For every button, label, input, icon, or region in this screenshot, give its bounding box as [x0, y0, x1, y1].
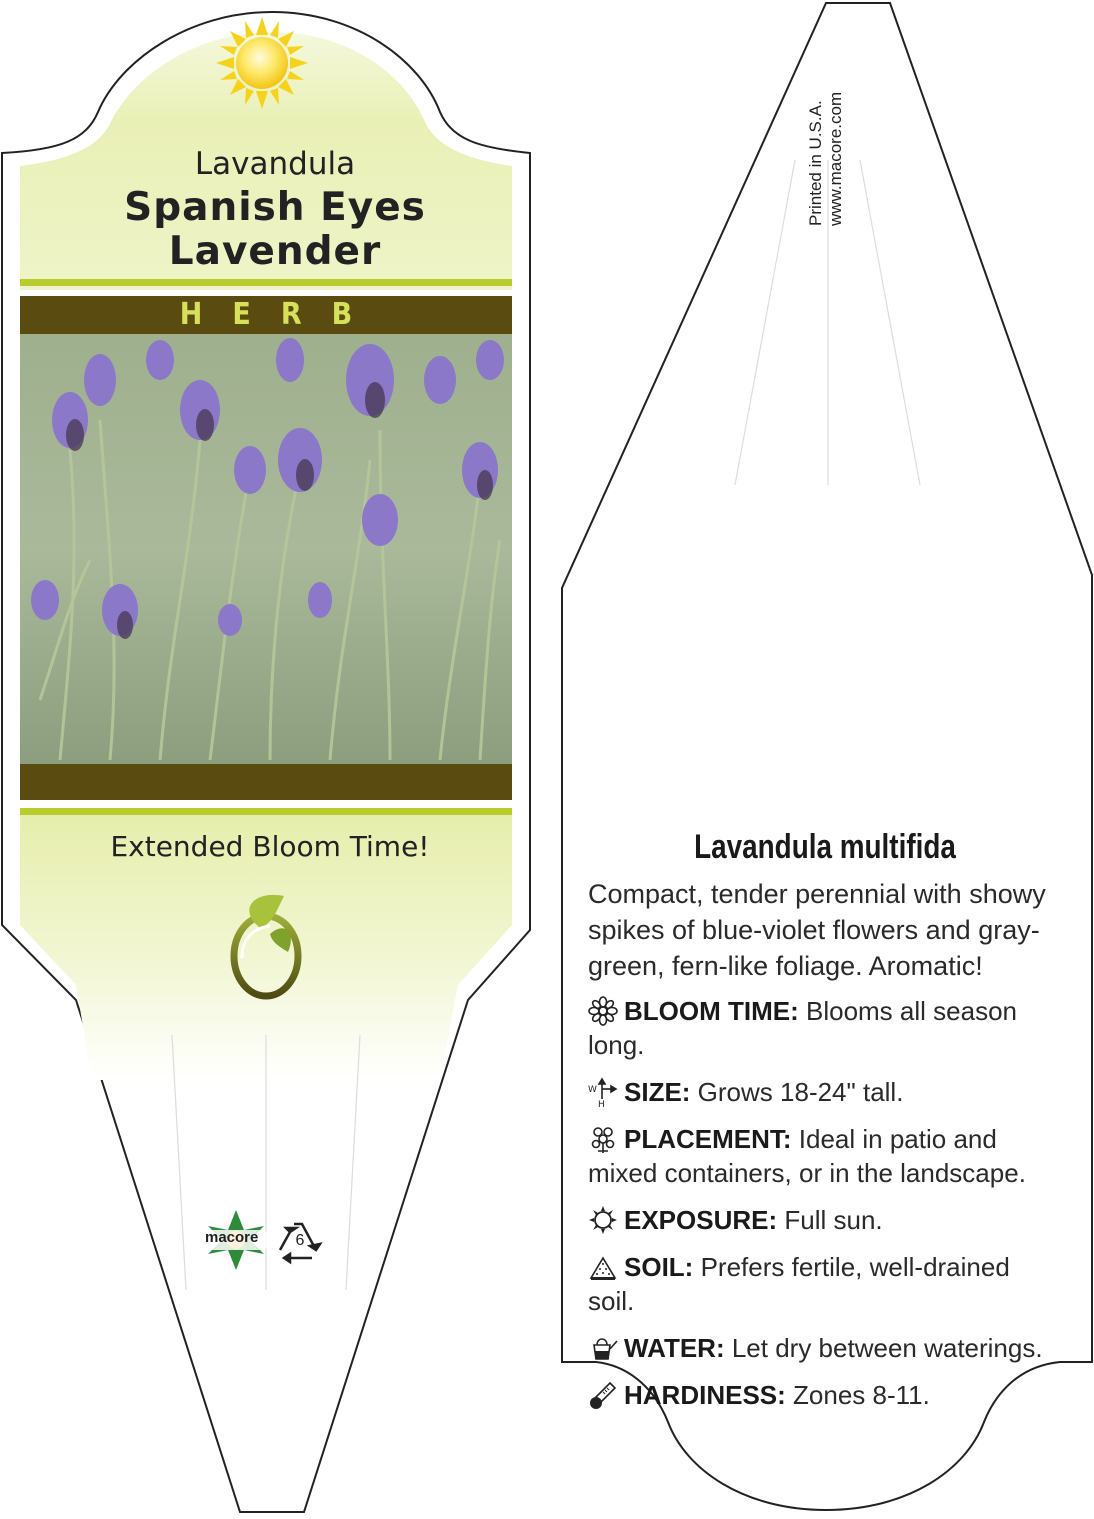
size-arrows-icon [588, 1077, 618, 1107]
care-text: Grows 18-24" tall. [690, 1077, 904, 1107]
front-stripe-top [20, 279, 512, 286]
care-text: Full sun. [777, 1205, 883, 1235]
care-label: SOIL: [624, 1252, 694, 1282]
printed-in: Printed in U.S.A. [806, 100, 825, 226]
care-exposure [588, 1203, 1063, 1237]
care-text: Blooms all season long. [588, 996, 1017, 1060]
printed-info [806, 0, 846, 226]
website: www.macore.com [826, 91, 845, 226]
species-name: Lavandula multifida [694, 828, 956, 866]
care-label: PLACEMENT: [624, 1124, 792, 1154]
care-water [588, 1331, 1063, 1365]
size-w-letter: W [588, 1085, 597, 1095]
care-placement [588, 1122, 1063, 1190]
care-text: Prefers fertile, well-drained soil. [588, 1252, 1010, 1316]
flower-icon [588, 996, 618, 1026]
care-size [588, 1075, 1063, 1109]
care-list [588, 994, 1063, 1425]
watering-can-icon [588, 1333, 618, 1363]
common-name [40, 186, 510, 274]
care-label: HARDINESS: [624, 1380, 786, 1410]
category-label: HERB [179, 297, 383, 332]
care-text: Zones 8-11. [785, 1380, 930, 1410]
care-hardiness [588, 1378, 1063, 1412]
tagline: Extended Bloom Time! [110, 830, 430, 863]
care-bloom-time [588, 994, 1063, 1062]
plant-description: Compact, tender perennial with showy spikes of blue-violet flowers and gray-green, fern-like foliage. Aromatic! [588, 879, 1046, 981]
care-soil [588, 1250, 1063, 1318]
recycle-code: 6 [295, 1232, 305, 1249]
soil-icon [588, 1252, 618, 1282]
care-label: SIZE: [624, 1077, 691, 1107]
front-band-bottom [20, 764, 512, 800]
genus-name: Lavandula [194, 146, 356, 182]
care-label: EXPOSURE: [624, 1205, 778, 1235]
care-text: Ideal in patio and mixed containers, or in the landscape. [588, 1124, 1026, 1188]
thermometer-icon [588, 1380, 618, 1410]
plant-placement-icon [588, 1124, 618, 1154]
care-text: Let dry between waterings. [724, 1333, 1043, 1363]
common-name-line2: Lavender [168, 229, 382, 274]
sun-outline-icon [588, 1205, 618, 1235]
front-stripe-bottom [20, 808, 512, 815]
size-h-letter: H [598, 1100, 605, 1107]
common-name-line1: Spanish Eyes [124, 185, 426, 230]
care-label: WATER: [624, 1333, 725, 1363]
lavender-photo [20, 334, 512, 764]
brand-logo-text: macore [205, 1229, 259, 1246]
care-label: BLOOM TIME: [624, 996, 799, 1026]
